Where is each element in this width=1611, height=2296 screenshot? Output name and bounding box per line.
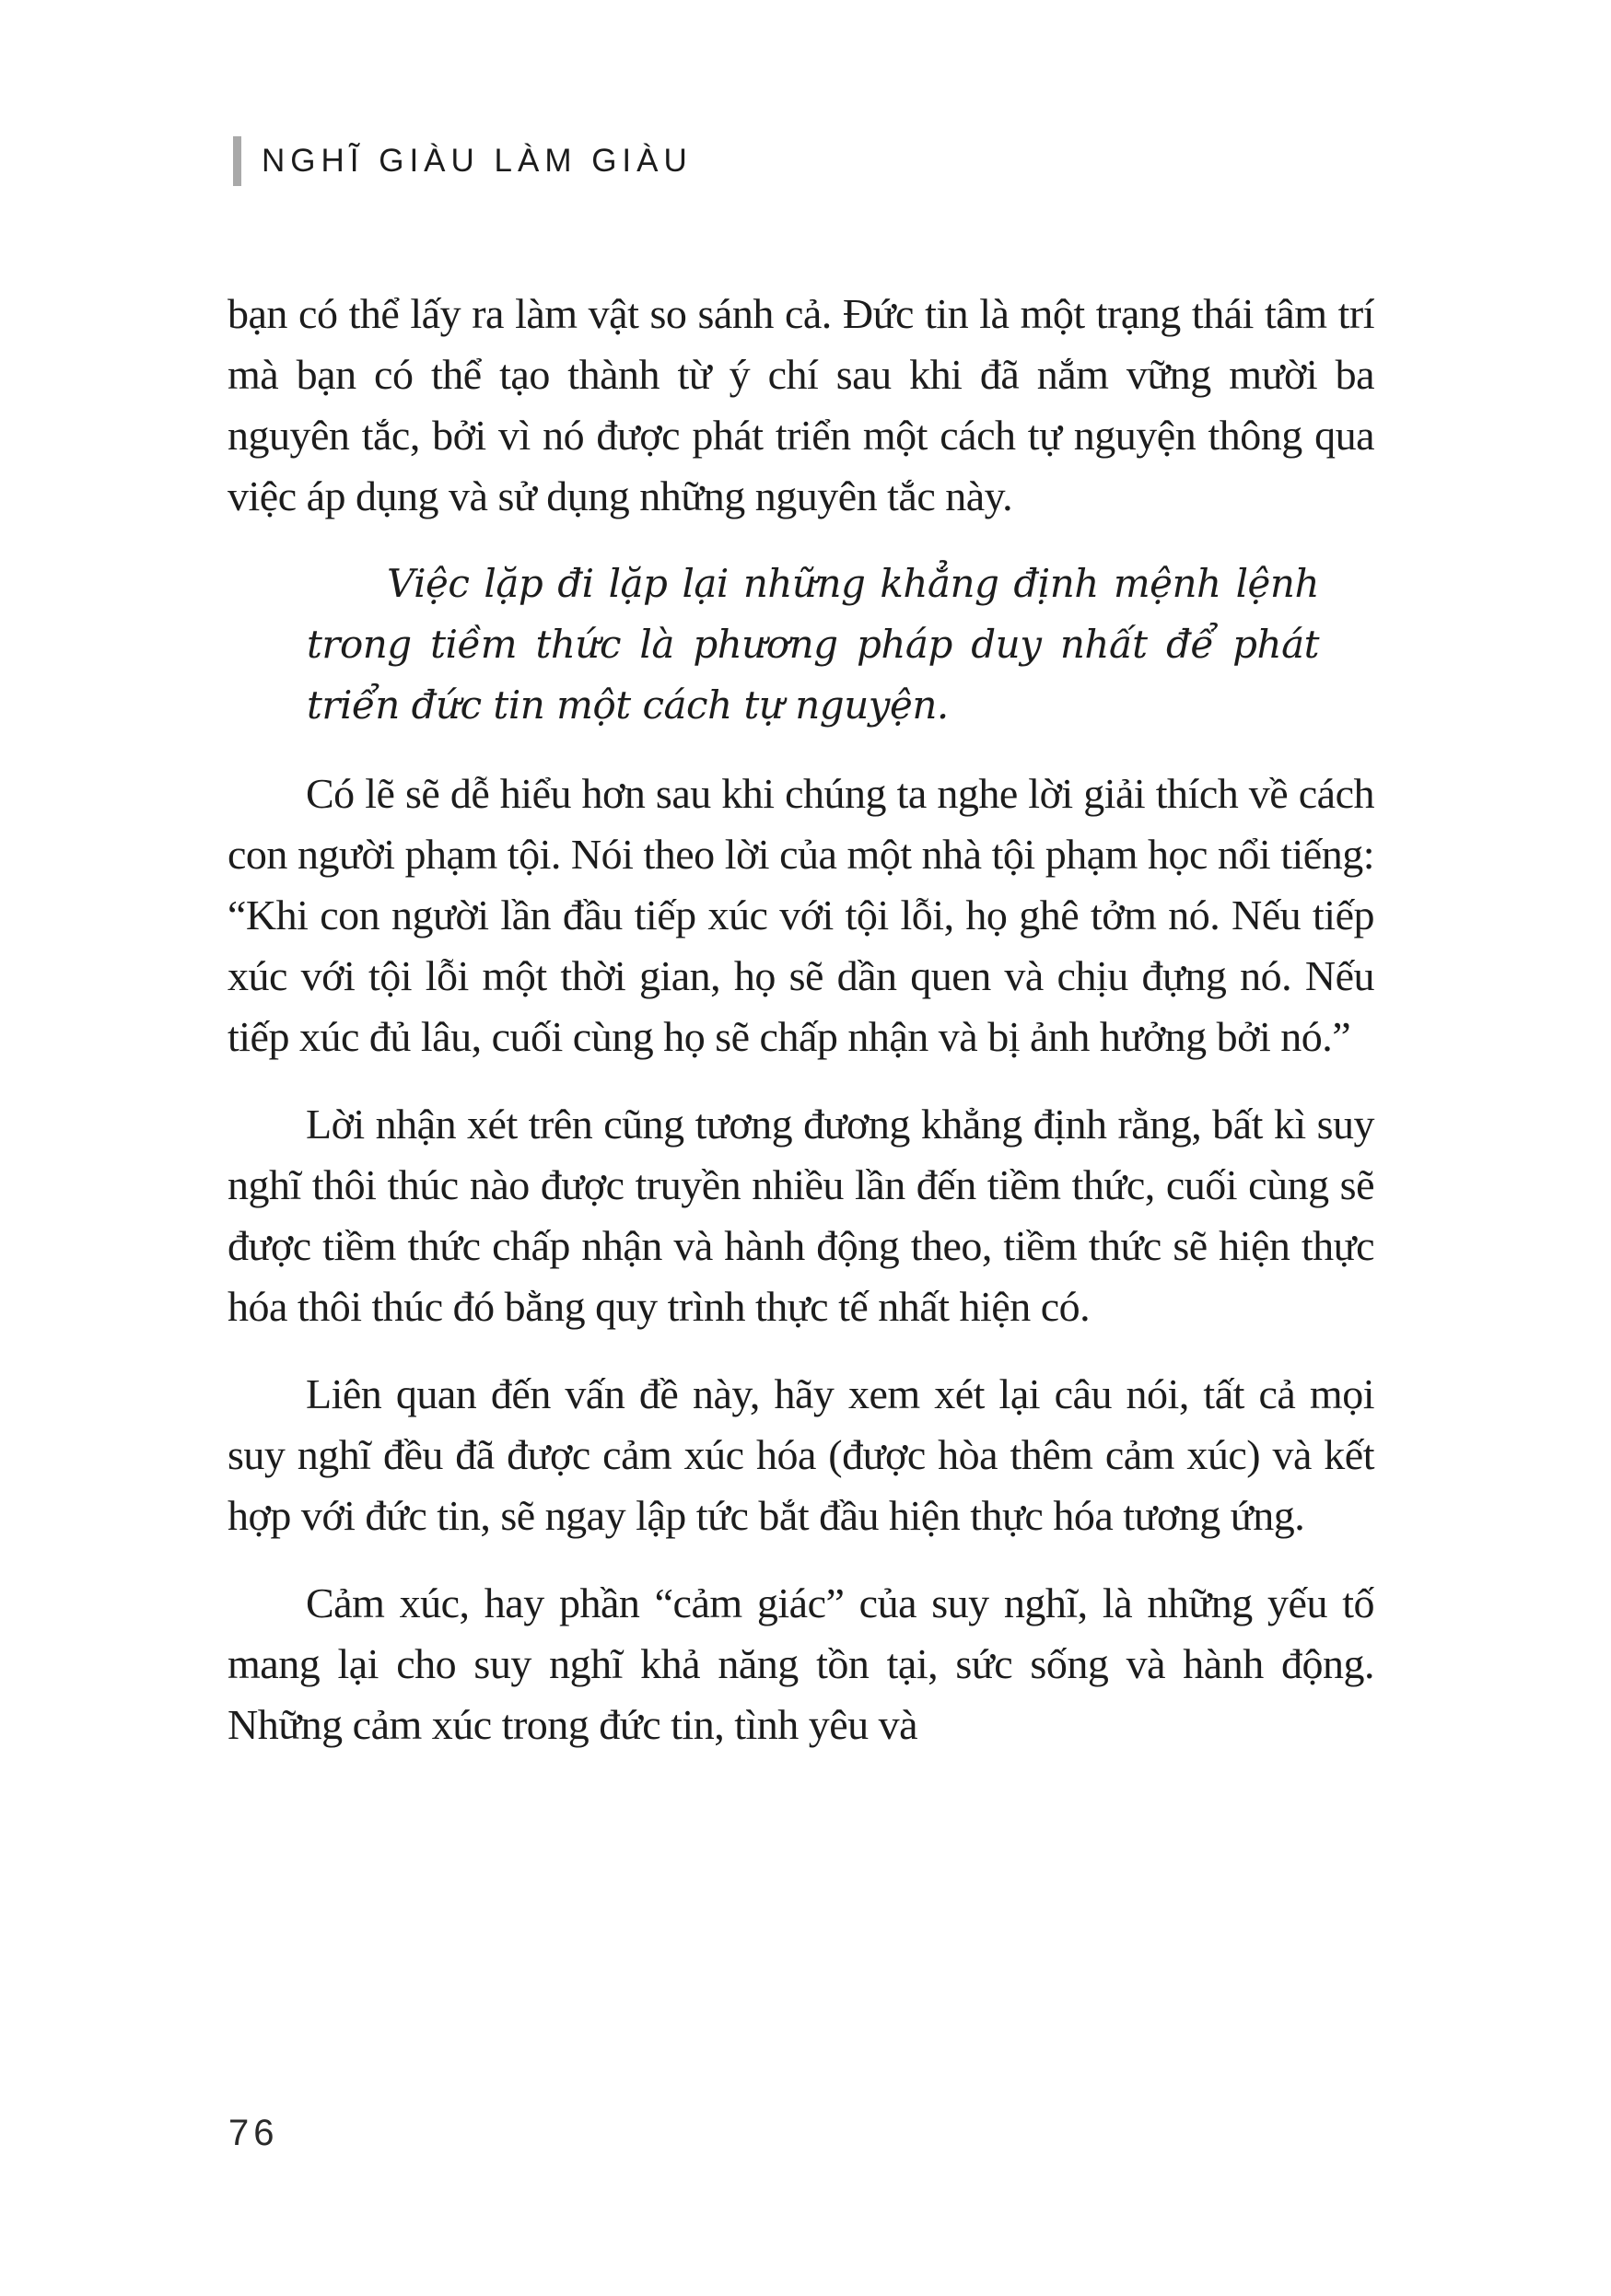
block-quote: Việc lặp đi lặp lại những khẳng định mệnh lệnh trong tiềm thức là phương pháp duy nhất để phát triển đức tin một cách tự nguyện. [307,561,1319,728]
paragraph: Lời nhận xét trên cũng tương đương khẳng định rằng, bất kì suy nghĩ thôi thúc nào được truyền nhiều lần đến tiềm thức, cuối cùng sẽ được tiềm thức chấp nhận và hành động theo, tiềm thức sẽ hiện thực hóa thôi thúc đó bằng quy trình thực tế nhất hiện có. [228,1101,1374,1330]
paragraph: bạn có thể lấy ra làm vật so sánh cả. Đức tin là một trạng thái tâm trí mà bạn có thể tạo thành từ ý chí sau khi đã nắm vững mười ba nguyên tắc, bởi vì nó được phát triển một cách tự nguyện thông qua việc áp dụng và sử dụng những nguyên tắc này. [228,290,1374,519]
paragraph: Có lẽ sẽ dễ hiểu hơn sau khi chúng ta nghe lời giải thích về cách con người phạm tội. Nói theo lời của một nhà tội phạm học nổi tiếng: “Khi con người lần đầu tiếp xúc với tội lỗi, họ ghê tởm nó. Nếu tiếp xúc với tội lỗi một thời gian, họ sẽ dần quen và chịu đựng nó. Nếu tiếp xúc đủ lâu, cuối cùng họ sẽ chấp nhận và bị ảnh hưởng bởi nó.” [228,770,1374,1060]
page-body [228,284,1374,1782]
header-accent-bar [233,136,241,186]
running-header-title: NGHĨ GIÀU LÀM GIÀU [262,143,693,179]
paragraph: Liên quan đến vấn đề này, hãy xem xét lại câu nói, tất cả mọi suy nghĩ đều đã được cảm xúc hóa (được hòa thêm cảm xúc) và kết hợp với đức tin, sẽ ngay lập tức bắt đầu hiện thực hóa tương ứng. [228,1370,1374,1539]
page-number: 76 [228,2113,279,2153]
paragraph: Cảm xúc, hay phần “cảm giác” của suy nghĩ, là những yếu tố mang lại cho suy nghĩ khả năng tồn tại, sức sống và hành động. Những cảm xúc trong đức tin, tình yêu và [228,1579,1374,1748]
running-header [233,136,693,186]
